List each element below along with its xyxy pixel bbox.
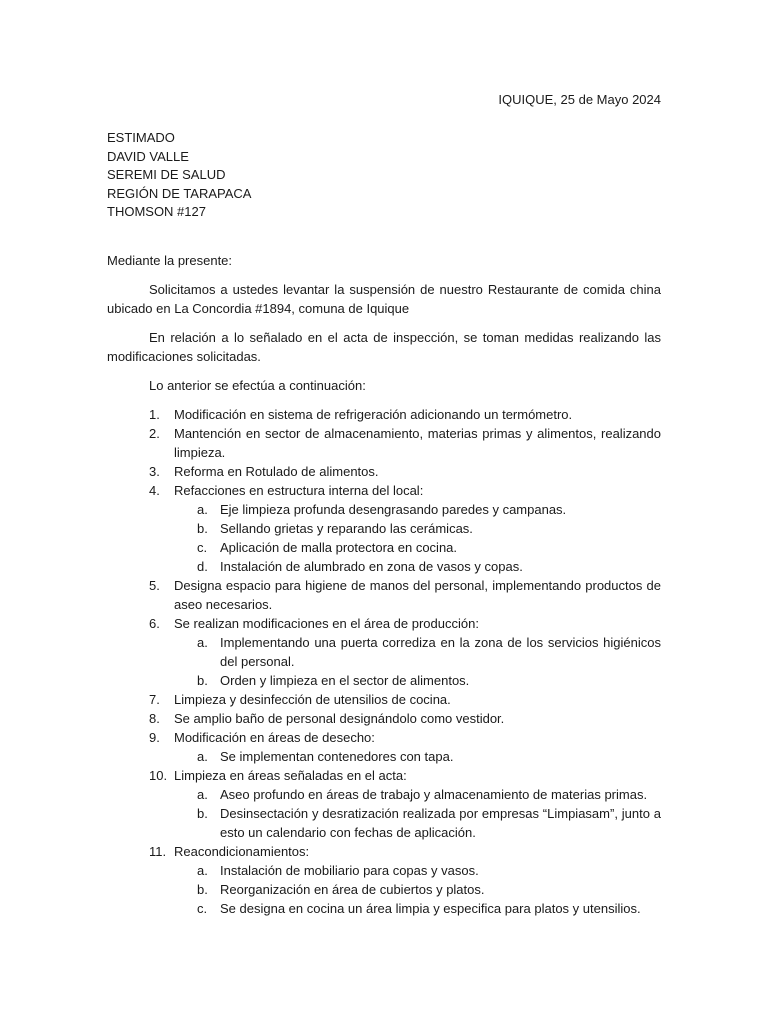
list-item xyxy=(107,614,661,690)
item-text: Limpieza en áreas señaladas en el acta: xyxy=(174,768,407,783)
sub-item xyxy=(174,500,661,519)
item-number: 3. xyxy=(149,464,160,479)
sub-item-text: Aplicación de malla protectora en cocina. xyxy=(220,540,458,555)
item-text: Se amplio baño de personal designándolo como vestidor. xyxy=(174,711,505,726)
sub-item-text: Reorganización en área de cubiertos y platos. xyxy=(220,882,485,897)
sub-item xyxy=(174,557,661,576)
sub-item xyxy=(174,671,661,690)
item-text: Reacondicionamientos: xyxy=(174,844,310,859)
item-text: Modificación en sistema de refrigeración adicionando un termómetro. xyxy=(174,407,573,422)
lead-line: Lo anterior se efectúa a continuación: xyxy=(149,378,366,393)
list-item xyxy=(107,690,661,709)
recipient-line: THOMSON #127 xyxy=(107,204,206,219)
date-line: IQUIQUE, 25 de Mayo 2024 xyxy=(498,92,661,107)
recipient-line: SEREMI DE SALUD xyxy=(107,167,226,182)
item-number: 6. xyxy=(149,616,160,631)
sub-list xyxy=(174,785,661,842)
item-text: Limpieza y desinfección de utensilios de cocina. xyxy=(174,692,451,707)
sub-item-text: Orden y limpieza en el sector de alimentos. xyxy=(220,673,470,688)
letter-body xyxy=(107,280,661,918)
list-item xyxy=(107,576,661,614)
item-number: 8. xyxy=(149,711,160,726)
measures-list xyxy=(107,405,661,918)
sub-item-letter: c. xyxy=(197,901,208,916)
item-text: Reforma en Rotulado de alimentos. xyxy=(174,464,379,479)
list-item xyxy=(107,728,661,766)
item-number: 2. xyxy=(149,426,160,441)
sub-item-text: Se implementan contenedores con tapa. xyxy=(220,749,454,764)
item-number: 9. xyxy=(149,730,160,745)
list-item xyxy=(107,424,661,462)
sub-item-letter: a. xyxy=(197,749,208,764)
recipient-block xyxy=(107,128,251,221)
item-number: 1. xyxy=(149,407,160,422)
list-item xyxy=(107,709,661,728)
sub-item-letter: a. xyxy=(197,502,208,517)
sub-item-text: Instalación de mobiliario para copas y vasos. xyxy=(220,863,479,878)
recipient-line: REGIÓN DE TARAPACA xyxy=(107,185,252,201)
sub-item-text: Se designa en cocina un área limpia y especifica para platos y utensilios. xyxy=(220,901,641,916)
sub-item-text: Sellando grietas y reparando las cerámicas. xyxy=(220,521,473,536)
sub-item xyxy=(174,633,661,671)
recipient-line: DAVID VALLE xyxy=(107,148,189,164)
list-item xyxy=(107,481,661,576)
sub-item-letter: a. xyxy=(197,635,208,650)
item-text: Refacciones en estructura interna del local: xyxy=(174,483,424,498)
item-number: 11. xyxy=(149,844,167,859)
sub-item xyxy=(174,747,661,766)
item-number: 4. xyxy=(149,483,160,498)
sub-item xyxy=(174,785,661,804)
sub-item-text: Desinsectación y desratización realizada por empresas “Limpiasam”, junto a esto un calendario con fechas de aplicación. xyxy=(220,806,661,840)
sub-item xyxy=(174,861,661,880)
sub-item xyxy=(174,880,661,899)
sub-item-letter: b. xyxy=(197,806,208,821)
item-text: Se realizan modificaciones en el área de producción: xyxy=(174,616,479,631)
intro-line: Mediante la presente: xyxy=(107,253,233,268)
sub-item xyxy=(174,538,661,557)
sub-list xyxy=(174,747,661,766)
sub-item xyxy=(174,899,661,918)
item-number: 10. xyxy=(149,768,168,783)
sub-item-text: Implementando una puerta corrediza en la zona de los servicios higiénicos del personal. xyxy=(220,635,661,669)
sub-list xyxy=(174,500,661,576)
sub-item-letter: d. xyxy=(197,559,208,574)
sub-item xyxy=(174,804,661,842)
item-text: Modificación en áreas de desecho: xyxy=(174,730,375,745)
sub-item-letter: b. xyxy=(197,882,208,897)
sub-item-text: Eje limpieza profunda desengrasando paredes y campanas. xyxy=(220,502,567,517)
sub-item-letter: b. xyxy=(197,521,208,536)
paragraph: En relación a lo señalado en el acta de inspección, se toman medidas realizando las modificaciones solicitadas. xyxy=(107,330,661,364)
sub-item-letter: b. xyxy=(197,673,208,688)
list-item xyxy=(107,842,661,918)
item-number: 5. xyxy=(149,578,160,593)
recipient-line: ESTIMADO xyxy=(107,130,175,145)
item-text: Mantención en sector de almacenamiento, materias primas y alimentos, realizando limpieza. xyxy=(174,426,661,460)
sub-list xyxy=(174,861,661,918)
item-number: 7. xyxy=(149,692,160,707)
sub-list xyxy=(174,633,661,690)
sub-item-text: Instalación de alumbrado en zona de vasos y copas. xyxy=(220,559,523,574)
sub-item-text: Aseo profundo en áreas de trabajo y almacenamiento de materias primas. xyxy=(220,787,648,802)
list-item xyxy=(107,462,661,481)
sub-item xyxy=(174,519,661,538)
list-item xyxy=(107,405,661,424)
list-item xyxy=(107,766,661,842)
sub-item-letter: a. xyxy=(197,863,208,878)
sub-item-letter: a. xyxy=(197,787,208,802)
paragraph: Solicitamos a ustedes levantar la suspensión de nuestro Restaurante de comida china ubicado en La Concordia #1894, comuna de Iquique xyxy=(107,282,661,316)
sub-item-letter: c. xyxy=(197,540,208,555)
item-text: Designa espacio para higiene de manos del personal, implementando productos de aseo necesarios. xyxy=(174,578,661,612)
